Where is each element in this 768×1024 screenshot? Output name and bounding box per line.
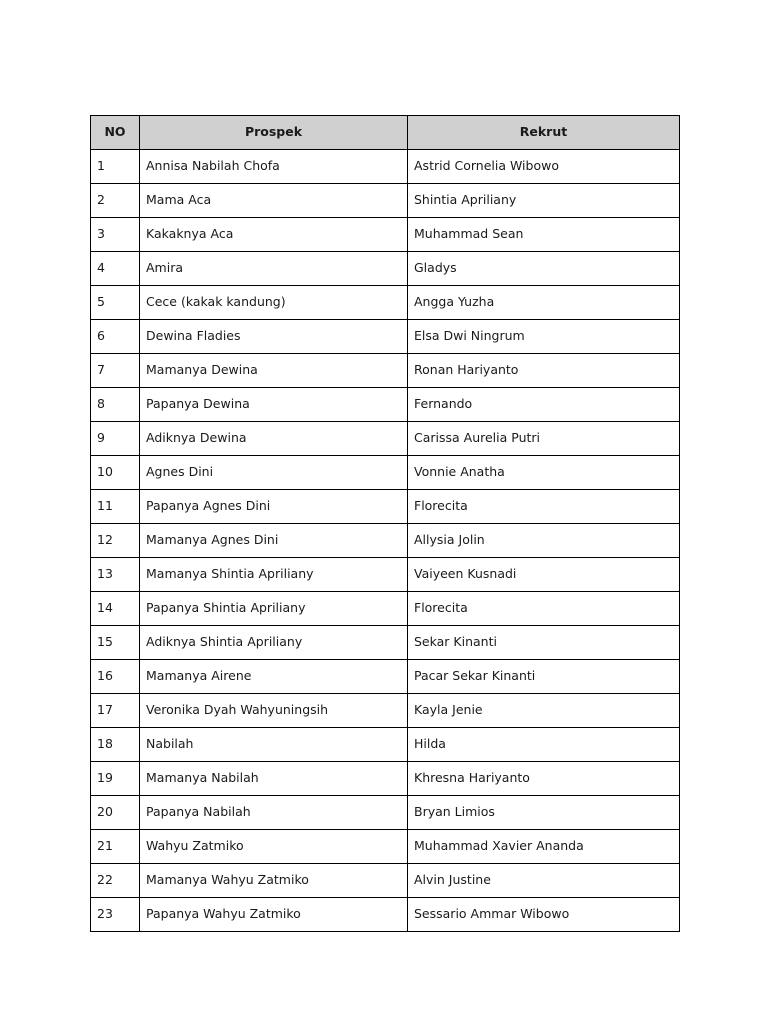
cell-prospek: Veronika Dyah Wahyuningsih [140,694,408,728]
cell-prospek: Annisa Nabilah Chofa [140,150,408,184]
cell-rekrut: Gladys [408,252,680,286]
cell-prospek: Papanya Dewina [140,388,408,422]
cell-rekrut: Ronan Hariyanto [408,354,680,388]
cell-prospek: Papanya Nabilah [140,796,408,830]
table-row [91,422,680,456]
cell-rekrut: Angga Yuzha [408,286,680,320]
table-row [91,320,680,354]
cell-no: 23 [91,898,140,932]
table-row [91,830,680,864]
cell-prospek: Mamanya Shintia Apriliany [140,558,408,592]
cell-no: 13 [91,558,140,592]
cell-prospek: Kakaknya Aca [140,218,408,252]
cell-no: 14 [91,592,140,626]
cell-prospek: Papanya Wahyu Zatmiko [140,898,408,932]
cell-no: 9 [91,422,140,456]
cell-no: 2 [91,184,140,218]
cell-no: 6 [91,320,140,354]
cell-no: 10 [91,456,140,490]
cell-no: 1 [91,150,140,184]
cell-prospek: Papanya Shintia Apriliany [140,592,408,626]
cell-no: 21 [91,830,140,864]
table-row [91,286,680,320]
table-row [91,626,680,660]
cell-rekrut: Fernando [408,388,680,422]
cell-rekrut: Khresna Hariyanto [408,762,680,796]
cell-rekrut: Kayla Jenie [408,694,680,728]
cell-no: 19 [91,762,140,796]
table-row [91,354,680,388]
cell-rekrut: Vaiyeen Kusnadi [408,558,680,592]
cell-no: 22 [91,864,140,898]
cell-rekrut: Alvin Justine [408,864,680,898]
cell-rekrut: Pacar Sekar Kinanti [408,660,680,694]
cell-no: 20 [91,796,140,830]
cell-rekrut: Sessario Ammar Wibowo [408,898,680,932]
table-row [91,796,680,830]
cell-prospek: Mamanya Agnes Dini [140,524,408,558]
cell-rekrut: Vonnie Anatha [408,456,680,490]
cell-prospek: Mamanya Airene [140,660,408,694]
table-row [91,898,680,932]
cell-prospek: Adiknya Shintia Apriliany [140,626,408,660]
cell-rekrut: Muhammad Sean [408,218,680,252]
cell-prospek: Cece (kakak kandung) [140,286,408,320]
table-row [91,456,680,490]
cell-rekrut: Elsa Dwi Ningrum [408,320,680,354]
header-no: NO [91,116,140,150]
cell-prospek: Amira [140,252,408,286]
cell-no: 17 [91,694,140,728]
table-body [91,150,680,932]
cell-rekrut: Sekar Kinanti [408,626,680,660]
cell-prospek: Agnes Dini [140,456,408,490]
cell-prospek: Mamanya Dewina [140,354,408,388]
cell-rekrut: Shintia Apriliany [408,184,680,218]
table-row [91,252,680,286]
table-row [91,592,680,626]
table-row [91,388,680,422]
cell-rekrut: Bryan Limios [408,796,680,830]
cell-no: 7 [91,354,140,388]
cell-rekrut: Florecita [408,592,680,626]
cell-rekrut: Carissa Aurelia Putri [408,422,680,456]
header-prospek: Prospek [140,116,408,150]
table-row [91,490,680,524]
table-row [91,660,680,694]
table-row [91,694,680,728]
table-row [91,218,680,252]
cell-no: 5 [91,286,140,320]
cell-no: 15 [91,626,140,660]
cell-prospek: Dewina Fladies [140,320,408,354]
cell-no: 8 [91,388,140,422]
cell-prospek: Mamanya Nabilah [140,762,408,796]
table-header [91,116,680,150]
header-row [91,116,680,150]
table-row [91,558,680,592]
table-row [91,524,680,558]
cell-prospek: Mama Aca [140,184,408,218]
table-row [91,728,680,762]
cell-no: 12 [91,524,140,558]
cell-rekrut: Allysia Jolin [408,524,680,558]
cell-prospek: Nabilah [140,728,408,762]
cell-no: 4 [91,252,140,286]
cell-no: 11 [91,490,140,524]
cell-rekrut: Florecita [408,490,680,524]
cell-prospek: Wahyu Zatmiko [140,830,408,864]
table-row [91,762,680,796]
cell-no: 18 [91,728,140,762]
cell-no: 16 [91,660,140,694]
cell-rekrut: Astrid Cornelia Wibowo [408,150,680,184]
cell-prospek: Adiknya Dewina [140,422,408,456]
table-row [91,150,680,184]
cell-prospek: Papanya Agnes Dini [140,490,408,524]
cell-rekrut: Hilda [408,728,680,762]
cell-no: 3 [91,218,140,252]
table-row [91,864,680,898]
header-rekrut: Rekrut [408,116,680,150]
table-row [91,184,680,218]
prospek-rekrut-table [90,115,680,932]
cell-rekrut: Muhammad Xavier Ananda [408,830,680,864]
cell-prospek: Mamanya Wahyu Zatmiko [140,864,408,898]
